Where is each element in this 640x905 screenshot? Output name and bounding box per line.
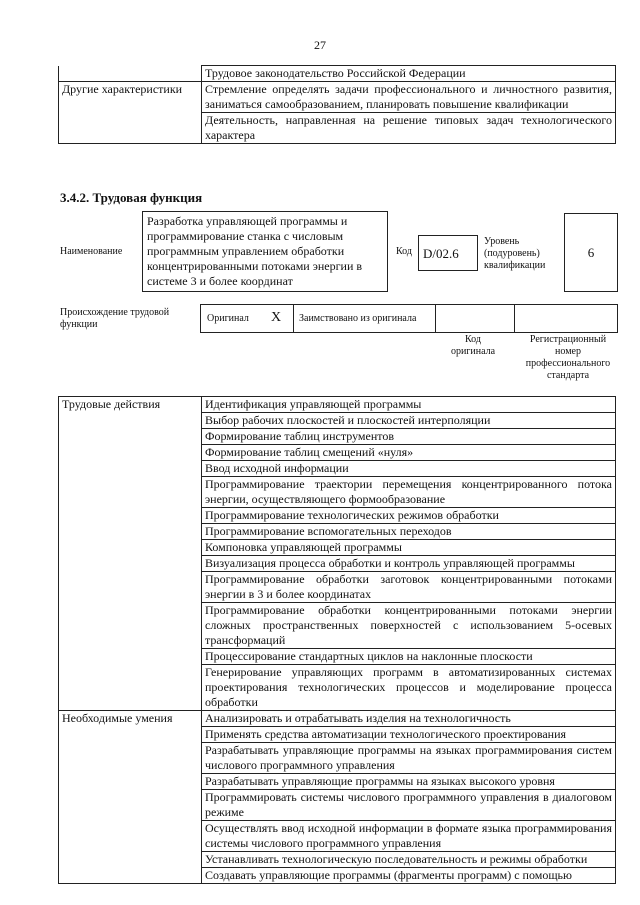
- actions-item: Идентификация управляющей программы: [202, 397, 616, 413]
- level-value: 6: [587, 245, 595, 260]
- other-characteristics-table: [58, 65, 616, 144]
- original-label: Оригинал: [207, 313, 249, 324]
- actions-row: [59, 397, 616, 413]
- actions-item: Программирование обработки концентрированными потоками энергии сложных пространственных поверхностей с использованием 5-осевых трансформаций: [202, 603, 616, 649]
- page-number: 27: [314, 38, 326, 52]
- skills-item: Разрабатывать управляющие программы на языках высокого уровня: [202, 774, 616, 790]
- registration-caption: Регистрационный номер профессионального стандарта: [525, 334, 611, 381]
- origin-row: [200, 304, 618, 333]
- actions-item: Формирование таблиц смещений «нуля»: [202, 445, 616, 461]
- actions-item: Процессирование стандартных циклов на наклонные плоскости: [202, 649, 616, 665]
- actions-item: Визуализация процесса обработки и контроль управляющей программы: [202, 556, 616, 572]
- name-label: Наименование: [60, 246, 123, 257]
- skills-item: Разрабатывать управляющие программы на языках программирования систем числового программного управления: [202, 743, 616, 774]
- section-title: 3.4.2. Трудовая функция: [60, 190, 203, 205]
- skills-item: Создавать управляющие программы (фрагменты программ) с помощью: [202, 868, 616, 884]
- empty-cell: [59, 66, 202, 82]
- original-mark: X: [271, 310, 282, 325]
- actions-item: Программирование обработки заготовок концентрированными потоками энергии в 3 и более координатах: [202, 572, 616, 603]
- origin-label: Происхождение трудовой функции: [60, 307, 170, 330]
- actions-item: Формирование таблиц инструментов: [202, 429, 616, 445]
- characteristic-row: Деятельность, направленная на решение типовых задач технологического характера: [202, 113, 616, 144]
- borrowed-label: Заимствовано из оригинала: [299, 313, 417, 324]
- function-name: Разработка управляющей программы и программирование станка с числовым программным управлением обработки концентрированными потоками энергии в системе 3 и более координат: [147, 214, 363, 288]
- function-details-table: [58, 396, 616, 884]
- actions-label: Трудовые действия: [59, 397, 202, 711]
- code-label: Код: [396, 246, 412, 257]
- actions-item: Компоновка управляющей программы: [202, 540, 616, 556]
- skills-item: Применять средства автоматизации технологического проектирования: [202, 727, 616, 743]
- actions-item: Программирование траектории перемещения концентрированного потока энергии, осуществляющего формообразование: [202, 477, 616, 508]
- function-name-box: [142, 211, 388, 292]
- skills-item: Устанавливать технологическую последовательность и режимы обработки: [202, 852, 616, 868]
- skills-label: Необходимые умения: [59, 711, 202, 884]
- characteristic-row: Стремление определять задачи профессионального и личностного развития, заниматься самообразованием, планировать повышение квалификации: [202, 82, 616, 113]
- actions-item: Программирование технологических режимов обработки: [202, 508, 616, 524]
- actions-item: Генерирование управляющих программ в автоматизированных системах проектирования технологических процессов и моделирование процесса обработки: [202, 665, 616, 711]
- actions-item: Программирование вспомогательных переходов: [202, 524, 616, 540]
- other-characteristics-label: Другие характеристики: [59, 82, 202, 144]
- actions-item: Выбор рабочих плоскостей и плоскостей интерполяции: [202, 413, 616, 429]
- code-box: [418, 235, 478, 271]
- top-row-text: Трудовое законодательство Российской Федерации: [202, 66, 616, 82]
- skills-row: [59, 711, 616, 727]
- level-box: [564, 213, 618, 292]
- skills-item: Анализировать и отрабатывать изделия на технологичность: [202, 711, 616, 727]
- level-label: Уровень (подуровень) квалификации: [484, 236, 546, 271]
- skills-item: Осуществлять ввод исходной информации в формате языка программирования системы числового программного управления: [202, 821, 616, 852]
- actions-item: Ввод исходной информации: [202, 461, 616, 477]
- code-original-caption: Код оригинала: [450, 334, 496, 357]
- skills-item: Программировать системы числового программного управления в диалоговом режиме: [202, 790, 616, 821]
- function-code: D/02.6: [423, 246, 459, 261]
